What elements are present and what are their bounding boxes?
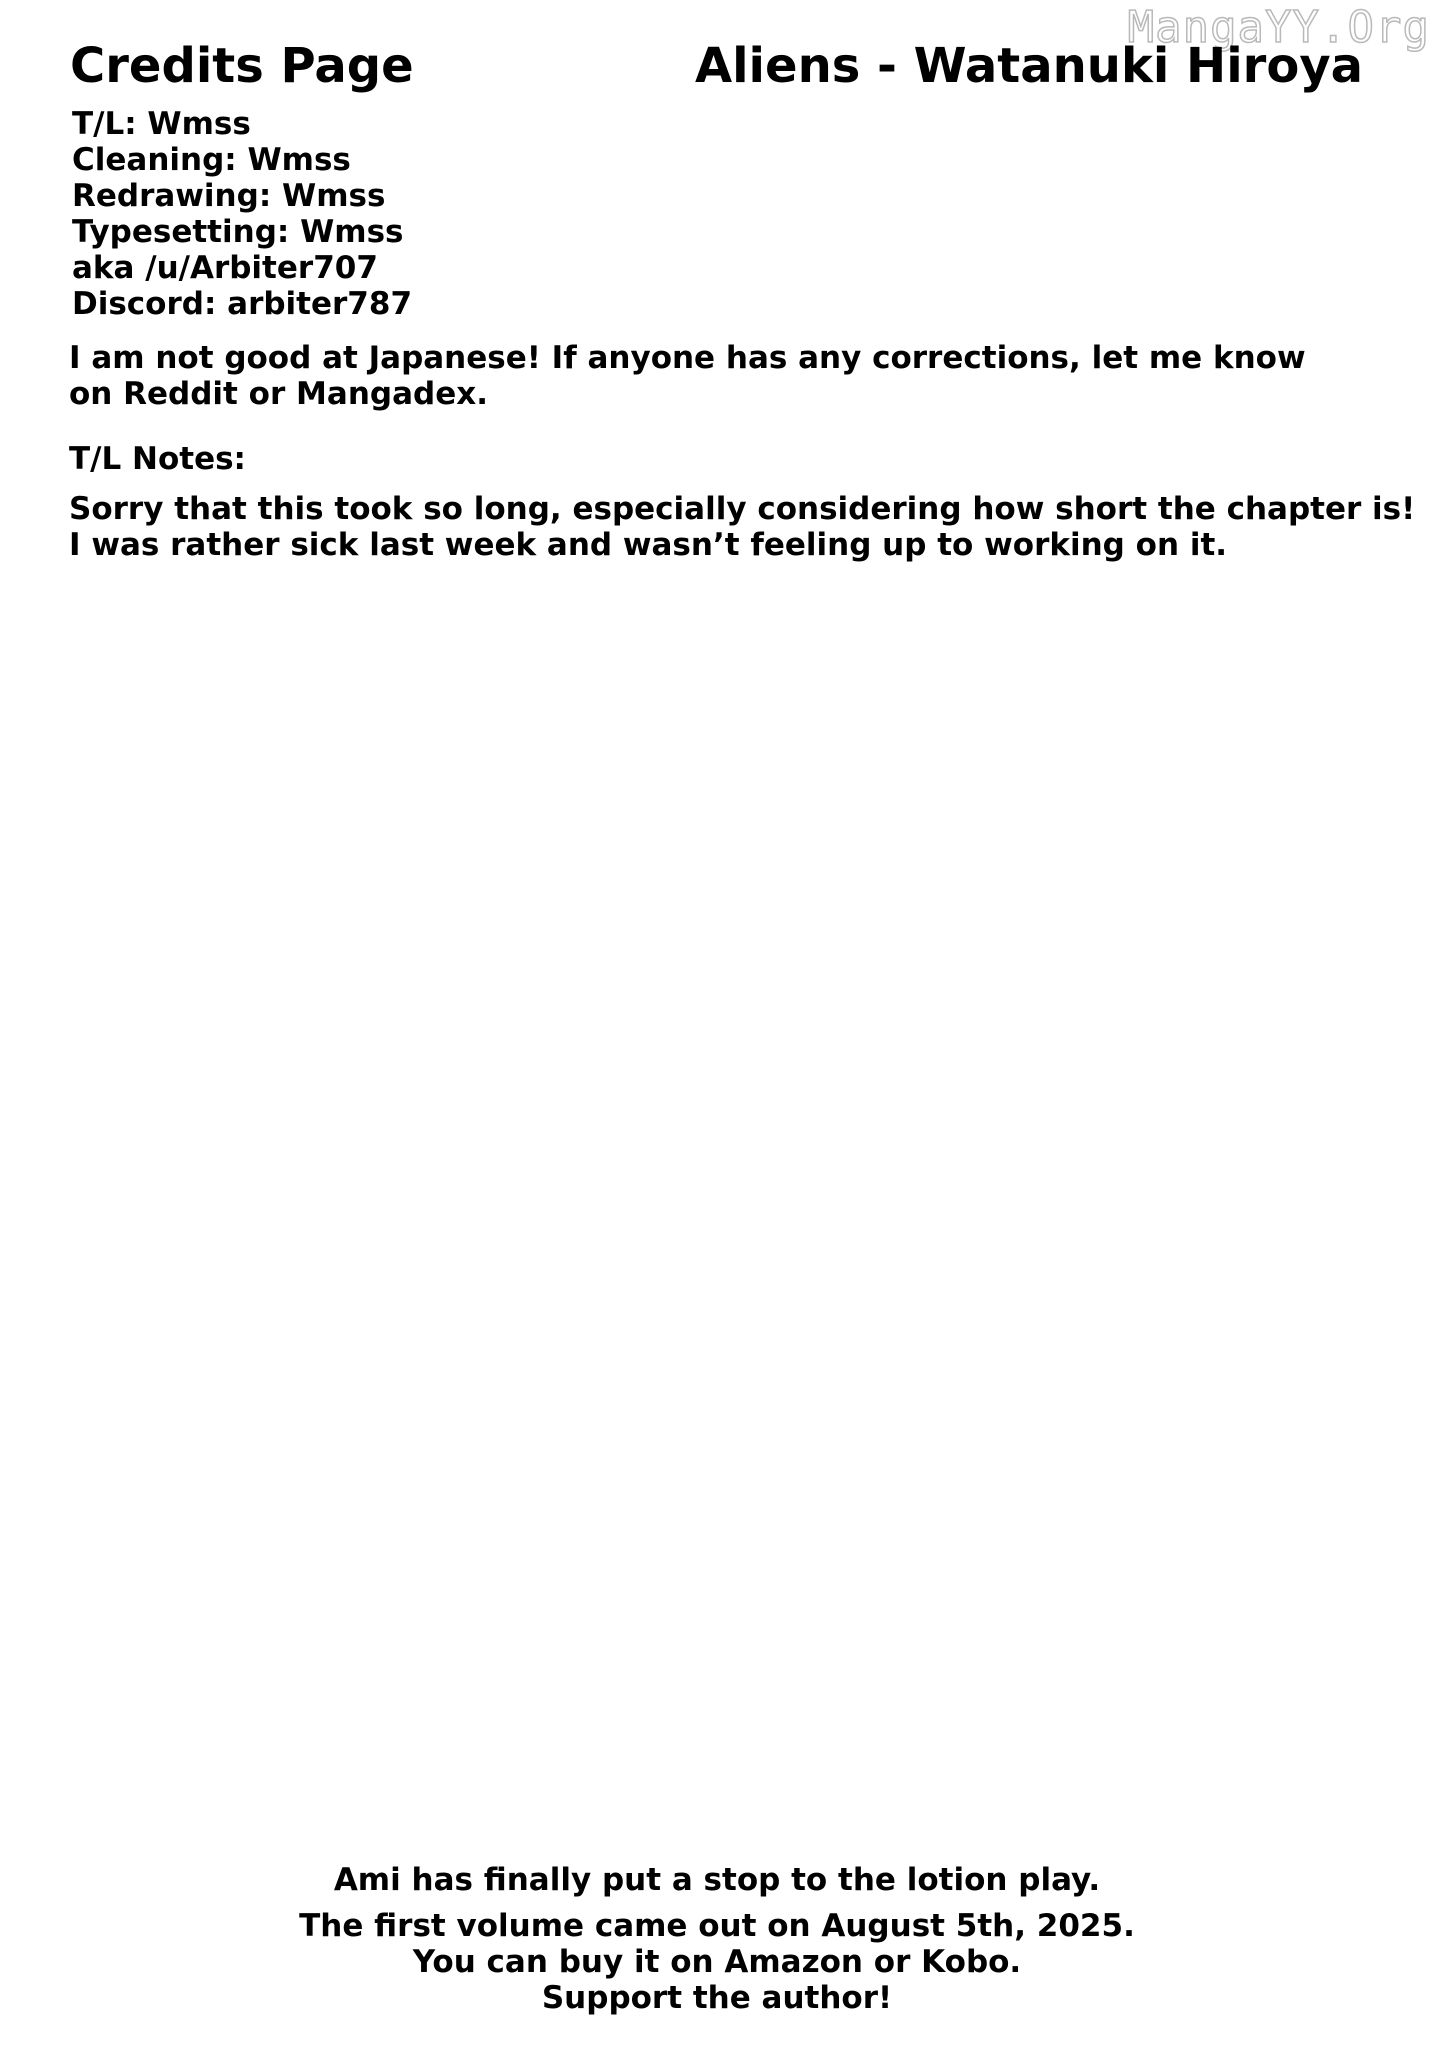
footer-line: Ami has finally put a stop to the lotion play.	[333, 1862, 1101, 1898]
intro-line: on Reddit or Mangadex.	[69, 376, 488, 412]
intro-paragraph	[69, 340, 1306, 412]
credit-line: T/L: Wmss	[72, 106, 251, 142]
footer-line: The first volume came out on August 5th, 2025.	[299, 1908, 1135, 1944]
credit-line: Typesetting: Wmss	[72, 214, 404, 250]
page-title: Credits Page	[70, 38, 414, 94]
series-title: Aliens - Watanuki Hiroya	[694, 38, 1363, 94]
footer-line: Support the author!	[541, 1980, 893, 2016]
watermark-logo: MangaYY.Org	[1127, 2, 1430, 53]
notes-line: Sorry that this took so long, especially considering how short the chapter is!	[69, 491, 1416, 527]
credit-line: Redrawing: Wmss	[72, 178, 386, 214]
notes-heading: T/L Notes:	[69, 441, 246, 477]
footer-line: You can buy it on Amazon or Kobo.	[412, 1944, 1022, 1980]
credits-list	[72, 106, 412, 322]
notes-paragraph	[69, 491, 1415, 563]
credit-line: aka /u/Arbiter707	[72, 250, 378, 286]
footer-block	[0, 1908, 1437, 2016]
credit-line: Discord: arbiter787	[72, 286, 413, 322]
credit-line: Cleaning: Wmss	[72, 142, 351, 178]
intro-line: I am not good at Japanese! If anyone has any corrections, let me know	[69, 340, 1306, 376]
notes-line: I was rather sick last week and wasn’t feeling up to working on it.	[69, 527, 1228, 563]
